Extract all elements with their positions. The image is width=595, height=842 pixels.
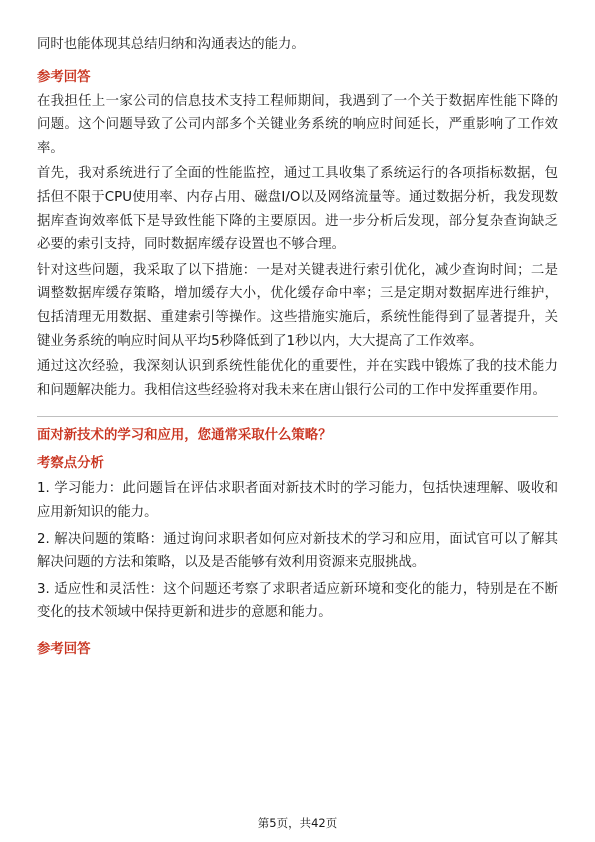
answer-paragraph: 针对这些问题，我采取了以下措施：一是对关键表进行索引优化，减少查询时间；二是调整数据库缓存策略，增加缓存大小，优化缓存命中率；三是定期对数据库进行维护，包括清理无用数据、重建索引等操作。这些措施实施后，系统性能得到了显著提升，关键业务系统的响应时间从平均5秒降低到了1秒以内，大大提高了工作效率。 xyxy=(37,262,558,349)
page-content xyxy=(37,0,558,661)
answer-label-2: 参考回答 xyxy=(37,641,91,657)
answer-body-1 xyxy=(37,90,558,403)
answer-paragraph: 在我担任上一家公司的信息技术支持工程师期间，我遇到了一个关于数据库性能下降的问题。这个问题导致了公司内部多个关键业务系统的响应时间延长，严重影响了工作效率。 xyxy=(37,93,558,156)
analysis-point: 2. 解决问题的策略：通过询问求职者如何应对新技术的学习和应用，面试官可以了解其解决问题的方法和策略，以及是否能够有效利用资源来克服挑战。 xyxy=(37,531,558,571)
analysis-point: 3. 适应性和灵活性：这个问题还考察了求职者适应新环境和变化的能力，特别是在不断变化的技术领域中保持更新和进步的意愿和能力。 xyxy=(37,581,558,621)
page-number: 第5页，共42页 xyxy=(257,816,338,830)
question-title: 面对新技术的学习和应用，您通常采取什么策略？ xyxy=(37,428,332,444)
analysis-label: 考察点分析 xyxy=(37,456,104,472)
analysis-point: 1. 学习能力：此问题旨在评估求职者面对新技术时的学习能力，包括快速理解、吸收和应用新知识的能力。 xyxy=(37,481,558,520)
answer-label-1: 参考回答 xyxy=(37,69,91,85)
answer-paragraph: 首先，我对系统进行了全面的性能监控，通过工具收集了系统运行的各项指标数据，包括但不限于CPU使用率、内存占用、磁盘I/O以及网络流量等。通过数据分析，我发现数据库查询效率低下是导致性能下降的主要原因。进一步分析后发现，部分复杂查询缺乏必要的索引支持，同时数据库缓存设置也不够合理。 xyxy=(37,166,558,253)
section-divider xyxy=(37,416,558,417)
intro-tail-text: 同时也能体现其总结归纳和沟通表达的能力。 xyxy=(37,37,305,52)
answer-paragraph: 通过这次经验，我深刻认识到系统性能优化的重要性，并在实践中锻炼了我的技术能力和问题解决能力。我相信这些经验将对我未来在唐山银行公司的工作中发挥重要作用。 xyxy=(37,359,558,398)
analysis-list xyxy=(37,477,558,625)
